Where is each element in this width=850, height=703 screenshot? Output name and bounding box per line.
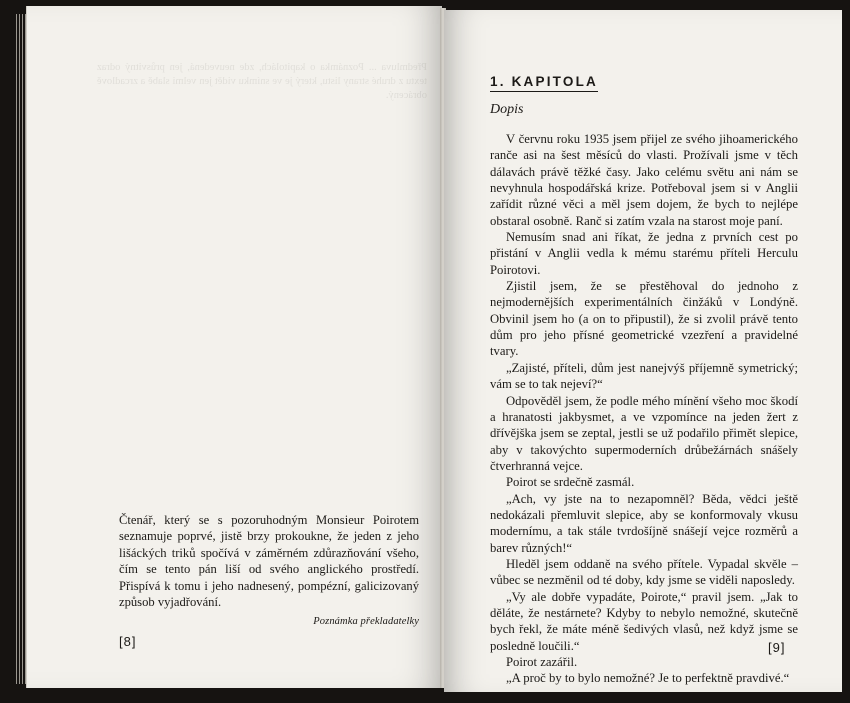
page-number-left: [8] — [119, 634, 137, 649]
paragraph: „Ach, vy jste na to nezapomněl? Běda, vědci ještě nedokázali přemluvit slepice, aby se konformovaly vkusu modernímu, a tak stále tvrdošíjně snášejí vejce rozměrů a barev různých!“ — [490, 491, 798, 555]
paragraph: Poirot se srdečně zasmál. — [506, 475, 635, 490]
chapter-body — [490, 131, 798, 687]
right-page — [444, 10, 842, 692]
left-page — [26, 6, 442, 688]
paragraph: V červnu roku 1935 jsem přijel ze svého jihoamerického ranče asi na šest měsíců do vlasti. Prožívali jsme v těch dálavách právě těžké časy. Jako celému světu ani nám se nevyhnula hospodářská krize. Potřeboval jsem si v Anglii zařídit různé věci a měl jsem dojem, že bych to nejlépe obstaral osobně. Ranč si zatím vzala na starost moje paní. — [490, 132, 798, 228]
paragraph: „Zajisté, příteli, dům jest nanejvýš příjemně symetrický; vám se to tak nejeví?“ — [490, 360, 798, 392]
paragraph: „A proč by to bylo nemožné? Je to perfektně pravdivé.“ — [506, 671, 790, 686]
paragraph: Zjistil jsem, že se přestěhoval do jednoho z nejmodernějších experimentálních činžáků v Londýně. Obvinil jsem ho (a on to připustil), že si zvolil právě tento dům pro jeho přísné geometrické vzezření a pravidelné tvary. — [490, 279, 798, 359]
translator-note-text: Čtenář, který se s pozoruhodným Monsieur Poirotem seznamuje poprvé, jistě brzy prokoukne, že jeden z jeho lišáckých triků spočívá v záměrném zdůrazňování všeho, čím se tento pán liší od svého anglického prostředí. Přispívá k tomu i jeho nadnesený, pompézní, galicizovaný způsob vyjadřování. — [119, 513, 419, 610]
chapter-heading: 1. KAPITOLA — [490, 74, 598, 92]
paragraph: Odpověděl jsem, že podle mého mínění všeho moc škodí a hranatosti jakbysmet, a ve vzpomínce na jeden žert z dřívějška jsem se zeptal, jestli se už podařilo přimět slepice, aby v takovýchto supermoderních drůbežárnách snášely čtverhranná vejce. — [490, 393, 798, 473]
page-number-right: [9] — [768, 640, 786, 655]
paragraph: Nemusím snad ani říkat, že jedna z prvních cest po přistání v Anglii vedla k mému starému příteli Herculu Poirotovi. — [490, 230, 798, 277]
paragraph: Poirot zazářil. — [506, 655, 578, 669]
translator-note-signature: Poznámka překladatelky — [313, 616, 419, 628]
page-edges — [14, 14, 26, 684]
paragraph: „Vy ale dobře vypadáte, Poirote,“ pravil jsem. „Jak to děláte, že nestárnete? Kdyby to nebylo nemožné, skutečně bych řekl, že máte méně šedivých vlasů, než když jsme se posledně loučili.“ — [490, 589, 798, 653]
chapter-subtitle: Dopis — [490, 102, 524, 117]
open-book — [12, 6, 842, 694]
bleed-through-text: Předmluva ... Poznámka o kapitolách, zde neuvedená, jen průsvitný odraz textu z druhé strany listu, který je ve snímku vidět jen velmi slabě a zrcadlově obrácený. — [97, 62, 427, 101]
paragraph: Hleděl jsem oddaně na svého přítele. Vypadal skvěle – vůbec se nezměnil od té doby, kdy jsme se viděli naposledy. — [490, 556, 798, 588]
translator-note — [119, 512, 419, 631]
